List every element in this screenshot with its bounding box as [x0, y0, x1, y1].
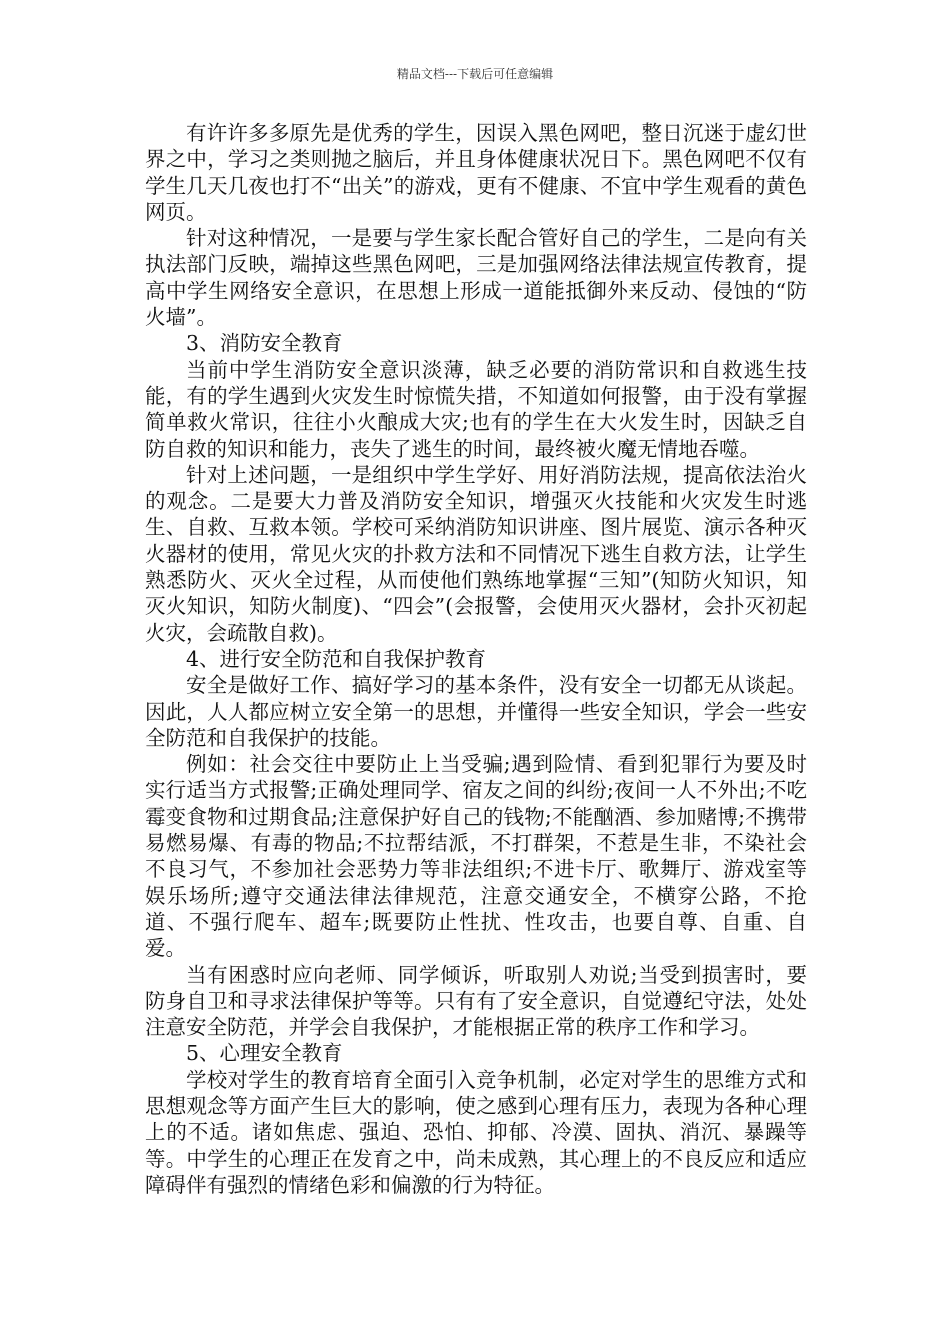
- paragraph-fire-safety-problem: 当前中学生消防安全意识淡薄，缺乏必要的消防常识和自救逃生技能，有的学生遇到火灾发生时惊慌失措，不知道如何报警，由于没有掌握简单救火常识，往往小火酿成大灾;也有的学生在大火发生时，因缺乏自防自救的知识和能力，丧失了逃生的时间，最终被火魔无情地吞噬。: [145, 357, 807, 461]
- page-header: 精品文档---下载后可任意编辑: [396, 67, 554, 81]
- paragraph-psychological-safety: 学校对学生的教育培育全面引入竞争机制，必定对学生的思维方式和思想观念等方面产生巨大的影响，使之感到心理有压力，表现为各种心理上的不适。诸如焦虑、强迫、恐怕、抑郁、冷漠、固执、消沉、暴躁等等。中学生的心理正在发育之中，尚未成熟，其心理上的不良反应和适应障碍伴有强烈的情绪色彩和偏激的行为特征。: [145, 1067, 807, 1197]
- document-body: [145, 120, 807, 1198]
- paragraph-internet-cafe-measures: 针对这种情况，一是要与学生家长配合管好自己的学生，二是向有关执法部门反映，端掉这些黑色网吧，三是加强网络法律法规宣传教育，提高中学生网络安全意识，在思想上形成一道能抵御外来反动、侵蚀的“防火墙”。: [145, 226, 807, 330]
- section-heading-fire-safety: 3、消防安全教育: [186, 331, 343, 356]
- paragraph-seek-help: 当有困惑时应向老师、同学倾诉，听取别人劝说;当受到损害时，要防身自卫和寻求法律保护等等。只有有了安全意识，自觉遵纪守法，处处注意安全防范，并学会自我保护，才能根据正常的秩序工作和学习。: [145, 962, 807, 1040]
- paragraph-internet-cafe-problem: 有许许多多原先是优秀的学生，因误入黑色网吧，整日沉迷于虚幻世界之中，学习之类则抛之脑后，并且身体健康状况日下。黑色网吧不仅有学生几天几夜也打不“出关”的游戏，更有不健康、不宜中学生观看的黄色网页。: [145, 121, 807, 224]
- paragraph-fire-safety-measures: 针对上述问题，一是组织中学生学好、用好消防法规，提高依法治火的观念。二是要大力普及消防安全知识，增强灭火技能和火灾发生时逃生、自救、互救本领。学校可采纳消防知识讲座、图片展览、演示各种灭火器材的使用，常见火灾的扑救方法和不同情况下逃生自救方法，让学生熟悉防火、灭火全过程，从而使他们熟练地掌握“三知”(知防火知识，知灭火知识，知防火制度)、“四会”(会报警，会使用灭火器材，会扑灭初起火灾，会疏散自救)。: [145, 462, 807, 645]
- paragraph-safety-examples: 例如：社会交往中要防止上当受骗;遇到险情、看到犯罪行为要及时实行适当方式报警;正确处理同学、宿友之间的纠纷;夜间一人不外出;不吃霉变食物和过期食品;注意保护好自己的钱物;不能酗酒、参加赌博;不携带易燃易爆、有毒的物品;不拉帮结派，不打群架，不惹是生非，不染社会不良习气，不参加社会恶势力等非法组织;不进卡厅、歌舞厅、游戏室等娱乐场所;遵守交通法律法律规范，注意交通安全，不横穿公路，不抢道、不强行爬车、超车;既要防止性扰、性攻击，也要自尊、自重、自爱。: [145, 752, 807, 961]
- section-heading-psychological-safety: 5、心理安全教育: [186, 1041, 343, 1066]
- section-heading-self-protection: 4、进行安全防范和自我保护教育: [186, 646, 487, 671]
- paragraph-safety-basics: 安全是做好工作、搞好学习的基本条件，没有安全一切都无从谈起。因此，人人都应树立安全第一的思想，并懂得一些安全知识，学会一些安全防范和自我保护的技能。: [145, 673, 807, 750]
